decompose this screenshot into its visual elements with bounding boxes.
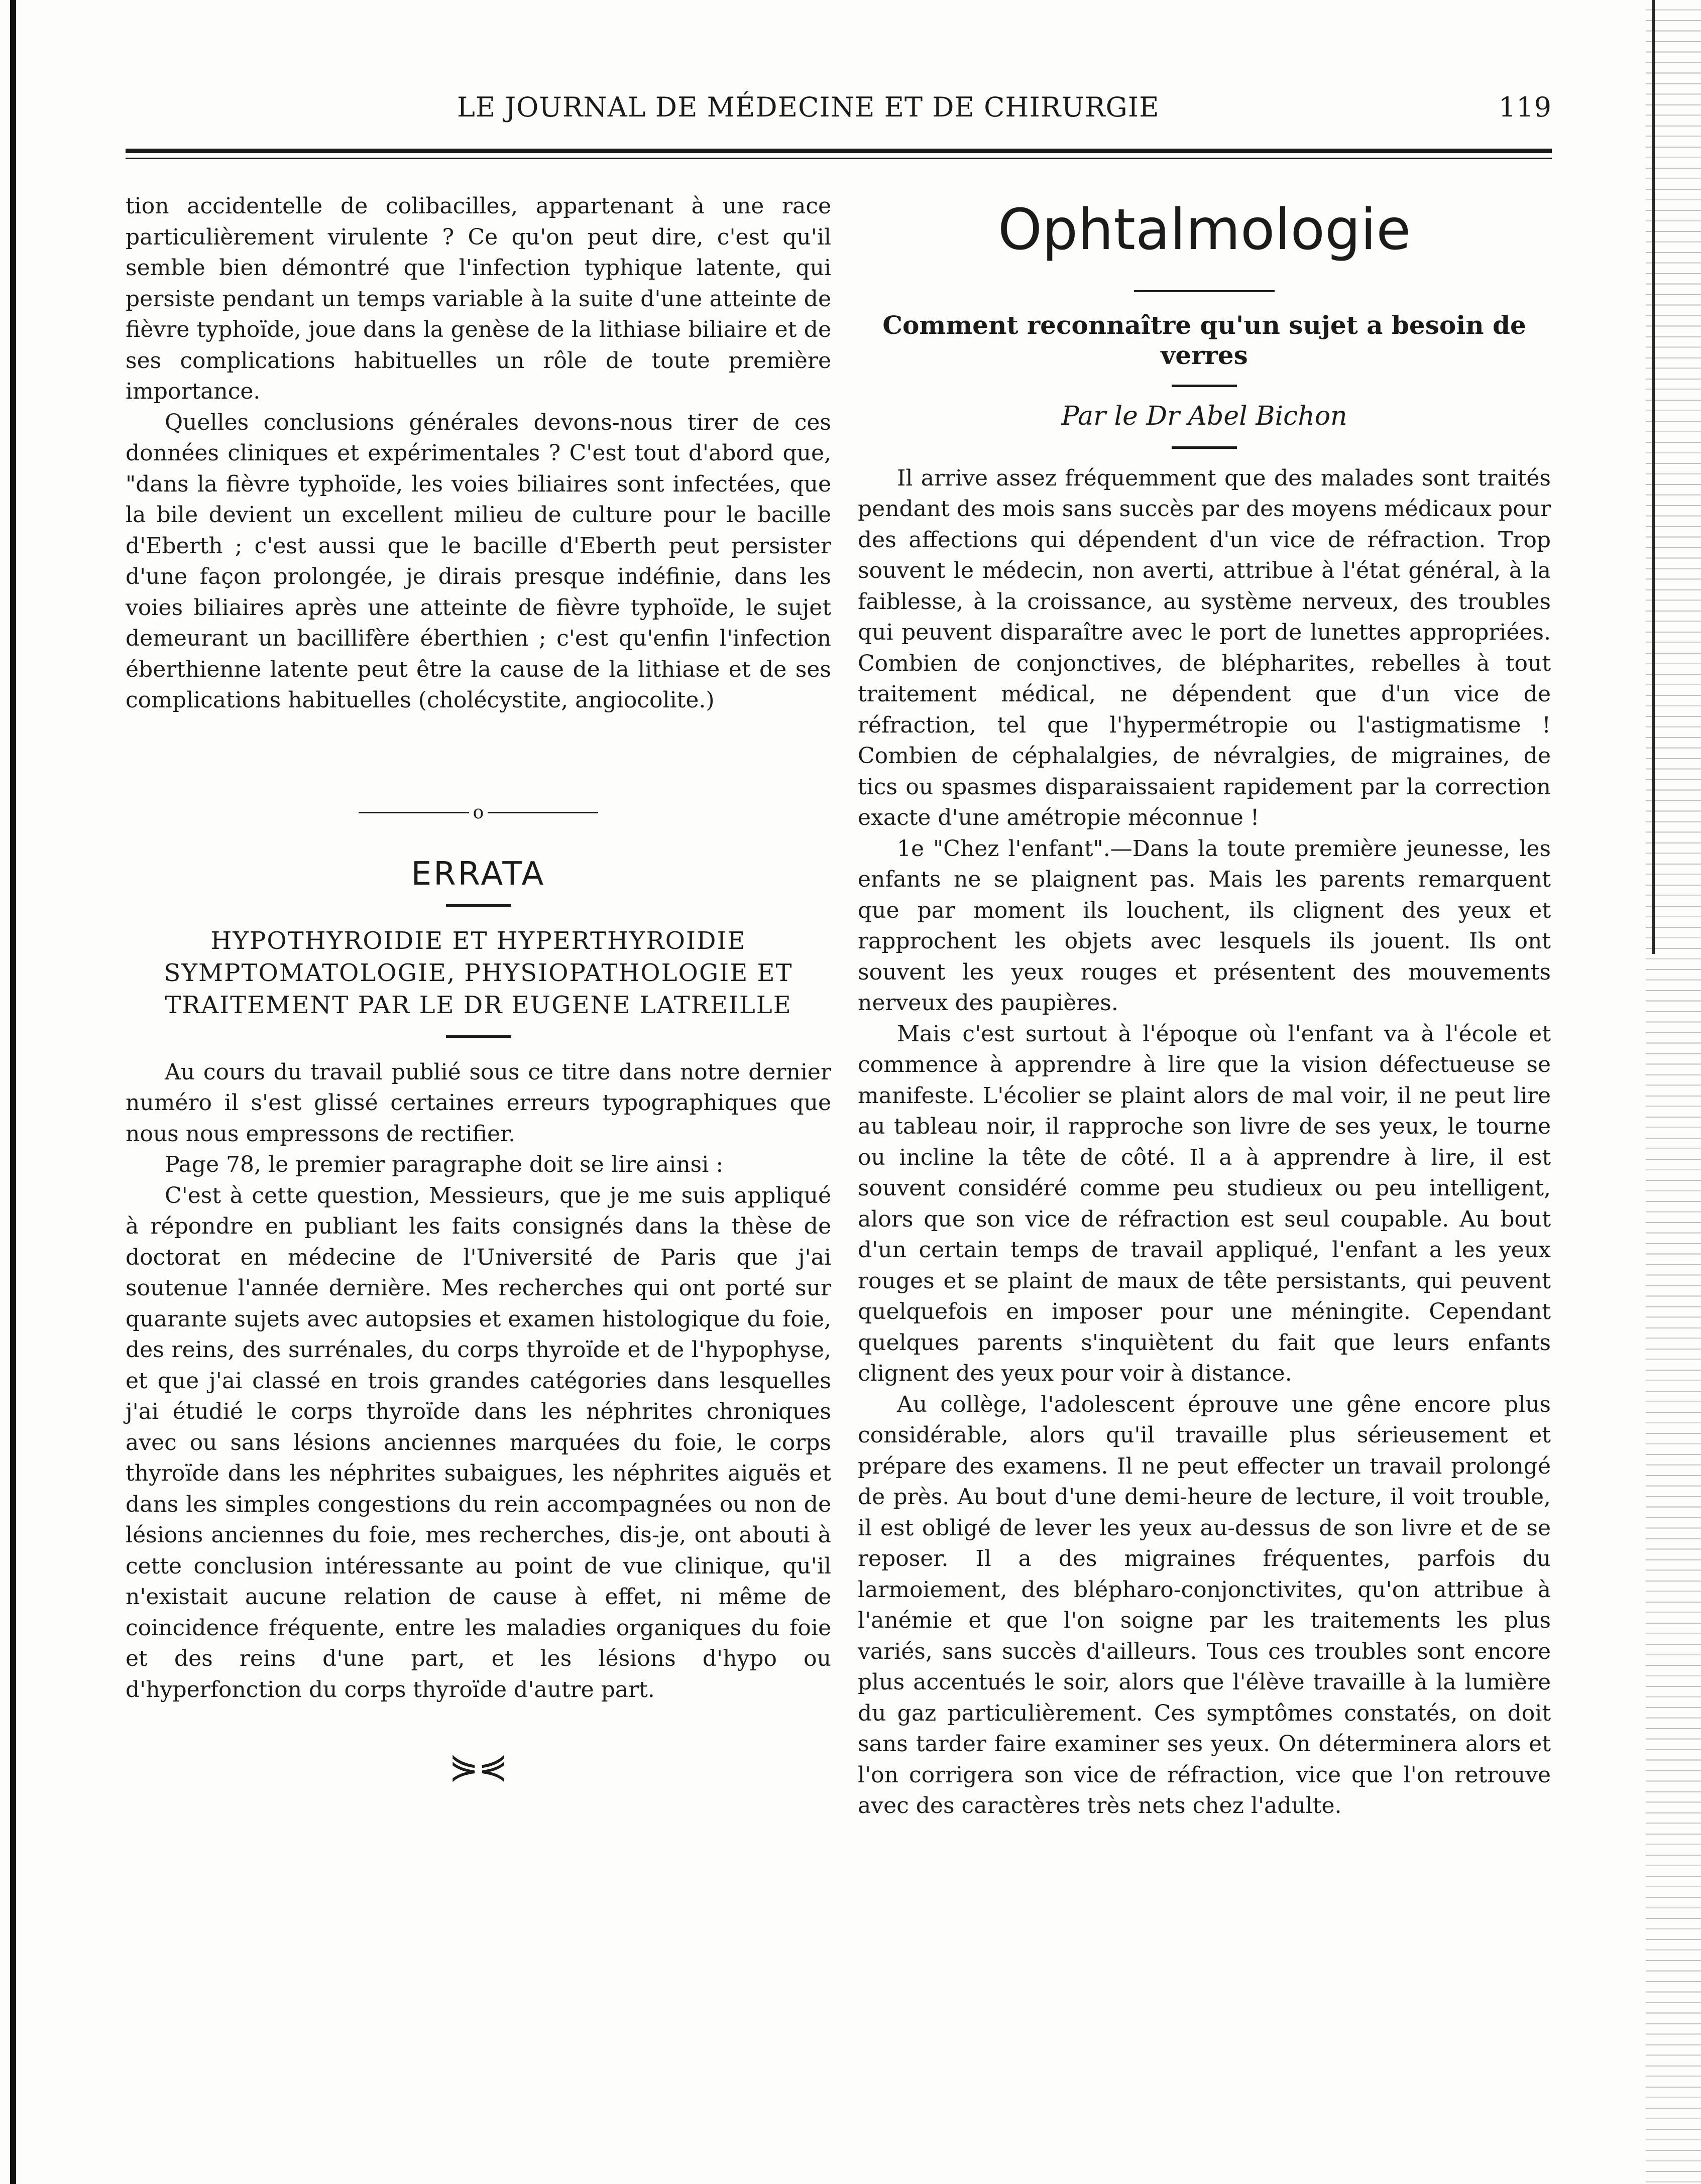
- page-right-edge-line: [1652, 0, 1655, 954]
- article-byline: Par le Dr Abel Bichon: [1061, 401, 1347, 431]
- errata-subtitle-rule: [446, 1035, 511, 1038]
- left-paragraph-3: Au cours du travail publié sous ce titre dans notre dernier numéro il s'est glissé certaines erreurs typographiques que nous nous empressons de rectifier.: [126, 1059, 831, 1147]
- end-ornament: ⋟⋞: [448, 1746, 508, 1787]
- header-rule-thick: [126, 149, 1552, 153]
- right-paragraph-3: Mais c'est surtout à l'époque où l'enfant va à l'école et commence à apprendre à lire que la vision défectueuse se manifeste. L'écolier se plaint alors de mal voir, il ne peut lire au tableau noir, il rapproche son livre de ses yeux, le tourne ou incline la tête de côté. Il a à apprendre à lire, il est souvent considéré comme peu studieux ou peu intelligent, alors que son vice de réfraction est seul coupable. Au bout d'un certain temps de travail appliqué, l'enfant a les yeux rouges et se plaint de maux de tête persistants, qui peuvent quelquefois en imposer pour une méningite. Cependant quelques parents s'inquiètent du fait que leurs enfants clignent des yeux pour voir à distance.: [858, 1021, 1551, 1386]
- section-separator: [126, 796, 831, 828]
- left-paragraph-1: tion accidentelle de colibacilles, appartenant à une race particulièrement virulente ? Ce qu'on peut dire, c'est qu'il semble bien démontré que l'infection typhique latente, qui persiste pendant un temps variable à la suite d'une atteinte de fièvre typhoïde, joue dans la genèse de la lithiase biliaire et de ses complications habituelles un rôle de toute première importance.: [126, 193, 831, 404]
- errata-title: ERRATA: [411, 856, 546, 893]
- byline-rule: [1172, 446, 1237, 449]
- right-column: [858, 191, 1551, 1822]
- journal-title: LE JOURNAL DE MÉDECINE ET DE CHIRURGIE: [457, 91, 1160, 123]
- left-paragraph-5: C'est à cette question, Messieurs, que je me suis appliqué à répondre en publiant les faits consignés dans la thèse de doctorat en médecine de l'Université de Paris que j'ai soutenue l'année dernière. Mes recherches qui ont porté sur quarante sujets avec autopsies et examen histologique du foie, des reins, des surrénales, du corps thyroïde et de l'hypophyse, et que j'ai classé en trois grandes catégories dans lesquelles j'ai étudié le corps thyroïde dans les néphrites chroniques avec ou sans lésions anciennes marquées du foie, le corps thyroïde dans les néphrites subaigues, les néphrites aiguës et dans les simples congestions du rein accompagnées ou non de lésions anciennes du foie, mes recherches, dis-je, ont abouti à cette conclusion intéressante au point de vue clinique, qu'il n'existait aucune relation de cause à effet, ni même de coincidence fréquente, entre les maladies organiques du foie et des reins d'une part, et les lésions d'hypo ou d'hyperfonction du corps thyroïde d'autre part.: [126, 1182, 831, 1703]
- right-paragraph-2: 1e "Chez l'enfant".—Dans la toute première jeunesse, les enfants ne se plaignent pas. Mais les parents remarquent que par moment ils louchent, ils clignent des yeux et rapprochent les objets avec lesquels ils jouent. Ils ont souvent les yeux rouges et présentent des mouvements nerveux des paupières.: [858, 835, 1551, 1016]
- errata-subtitle: HYPOTHYROIDIE ET HYPERTHYROIDIE SYMPTOMATOLOGIE, PHYSIOPATHOLOGIE ET TRAITEMENT PAR LE DR EUGENE LATREILLE: [164, 926, 793, 1019]
- right-paragraph-1: Il arrive assez fréquemment que des malades sont traités pendant des mois sans succès par des moyens médicaux pour des affections qui dépendent d'un vice de réfraction. Trop souvent le médecin, non averti, attribue à l'état général, à la faiblesse, à la croissance, au système nerveux, des troubles qui peuvent disparaître avec le port de lunettes appropriées. Combien de conjonctives, de blépharites, rebelles à tout traitement médical, ne dépendent que d'un vice de réfraction, tel que l'hypermétropie ou l'astigmatisme ! Combien de céphalalgies, de névralgies, de migraines, de tics ou spasmes disparaissaient rapidement par la correction exacte d'une amétropie méconnue !: [858, 465, 1551, 830]
- page-number: 119: [1498, 91, 1552, 123]
- article-title: Comment reconnaître qu'un sujet a besoin de verres: [882, 310, 1526, 370]
- right-paragraph-4: Au collège, l'adolescent éprouve une gêne encore plus considérable, alors qu'il travaille plus sérieusement et prépare des examens. Il ne peut effecter un travail prolongé de près. Au bout d'une demi-heure de lecture, il voit trouble, il est obligé de lever les yeux au-dessus de son livre et de se reposer. Il a des migraines fréquentes, parfois du larmoiement, des blépharo-conjonctivites, qu'on attribue à l'anémie et que l'on soigne par les traitements les plus variés, sans succès d'ailleurs. Tous ces troubles sont encore plus accentués le soir, alors que l'élève travaille à la lumière du gaz particulièrement. Ces symptômes constatés, on doit sans tarder faire examiner ses yeux. On déterminera alors et l'on corrigera son vice de réfraction, vice que l'on retrouve avec des caractères très nets chez l'adulte.: [858, 1391, 1551, 1818]
- left-paragraph-2: Quelles conclusions générales devons-nous tirer de ces données cliniques et expérimentales ? C'est tout d'abord que, "dans la fièvre typhoïde, les voies biliaires sont infectées, que la bile devient un excellent milieu de culture pour le bacille d'Eberth ; c'est aussi que le bacille d'Eberth peut persister d'une façon prolongée, je dirais presque indéfinie, dans les voies biliaires après une atteinte de fièvre typhoïde, le sujet demeurant un bacillifère éberthien ; c'est qu'enfin l'infection éberthienne latente peut être la cause de la lithiase et de ses complications habituelles (cholécystite, angiocolite.): [126, 409, 831, 713]
- separator-glyph: o: [473, 802, 484, 823]
- left-column: [126, 191, 831, 1787]
- left-paragraph-4: Page 78, le premier paragraphe doit se lire ainsi :: [165, 1152, 724, 1178]
- header-rule-thin: [126, 158, 1552, 159]
- article-title-rule: [1172, 385, 1237, 387]
- section-title-rule: [1134, 290, 1275, 292]
- errata-rule: [446, 904, 511, 907]
- section-title: Ophtalmologie: [997, 197, 1411, 263]
- page-binding-edge: [10, 0, 16, 2184]
